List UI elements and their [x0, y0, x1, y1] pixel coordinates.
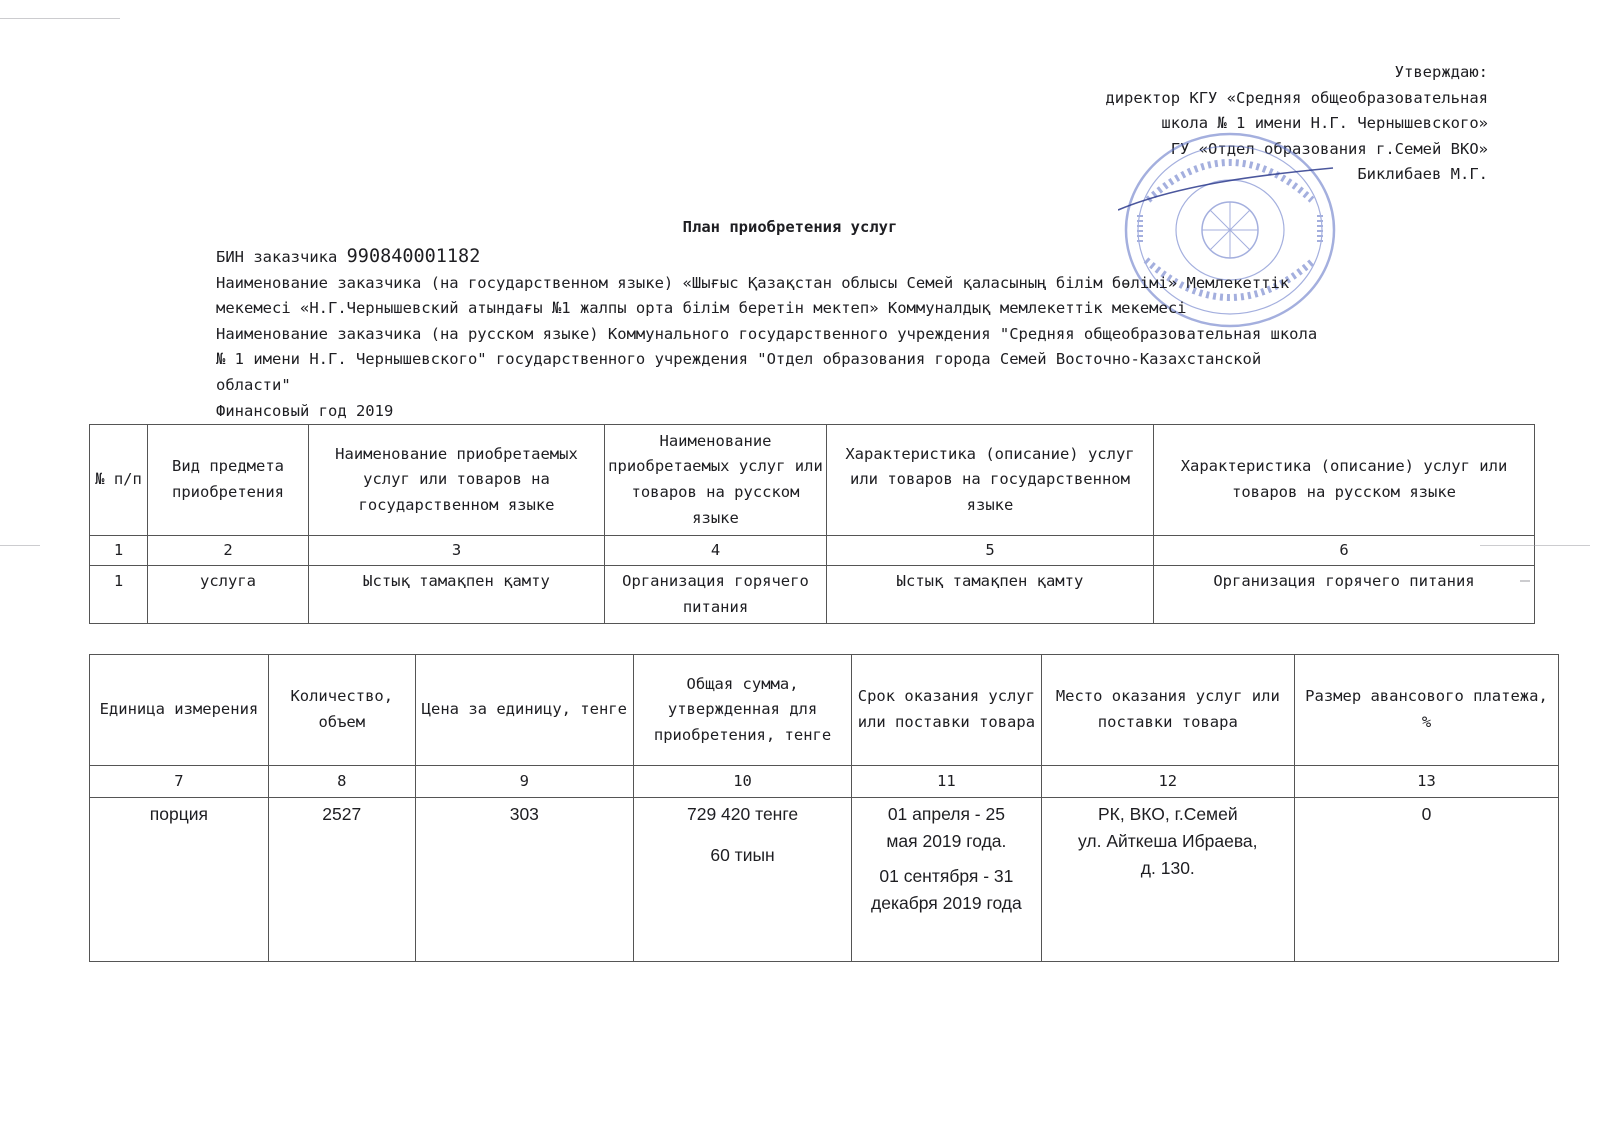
place-line: ул. Айткеша Ибраева, [1078, 831, 1258, 851]
approval-line: ГУ «Отдел образования г.Семей ВКО» [1170, 139, 1488, 158]
table-cell: Ыстық тамақпен қамту [309, 566, 605, 624]
table-cell: 1 [90, 566, 148, 624]
scan-artifact [0, 18, 120, 19]
approval-line: директор КГУ «Средняя общеобразовательная [1105, 88, 1488, 107]
name-kz-line: мекемесі «Н.Г.Чернышевский атындағы №1 жалпы орта білім беретін мектеп» Коммуналдық мемлекеттік мекемесі [216, 299, 1187, 318]
approval-line: Биклибаев М.Г. [1357, 165, 1488, 184]
place-line: д. 130. [1140, 858, 1195, 878]
table-cell: Организация горячего питания [605, 566, 827, 624]
header-cell: Срок оказания услуг или поставки товара [852, 655, 1041, 766]
period-line: 01 апреля - 25 [887, 804, 1005, 824]
column-number: 3 [309, 536, 605, 566]
column-number: 10 [633, 766, 851, 798]
table-cell: услуга [148, 566, 309, 624]
header-cell: Характеристика (описание) услуг или товаров на русском языке [1154, 425, 1535, 536]
column-number: 7 [90, 766, 269, 798]
place-cell [1041, 798, 1294, 962]
column-number: 2 [148, 536, 309, 566]
financial-year: Финансовый год 2019 [216, 401, 394, 420]
scan-artifact [1480, 545, 1590, 546]
advance-cell: 0 [1294, 798, 1558, 962]
scan-artifact [0, 545, 40, 546]
column-number: 5 [827, 536, 1154, 566]
header-cell: Наименование приобретаемых услуг или товаров на государственном языке [309, 425, 605, 536]
header-cell: Общая сумма, утвержденная для приобретения, тенге [633, 655, 851, 766]
header-cell: Характеристика (описание) услуг или товаров на государственном языке [827, 425, 1154, 536]
header-cell: Цена за единицу, тенге [415, 655, 633, 766]
approval-line: Утверждаю: [1394, 63, 1488, 81]
quantity-cell: 2527 [268, 798, 415, 962]
unit-cell: порция [90, 798, 269, 962]
bin-value: 990840001182 [346, 246, 481, 267]
bin-line [216, 244, 1476, 271]
period-line: мая 2019 года. [886, 831, 1007, 851]
column-number: 12 [1041, 766, 1294, 798]
column-number: 4 [605, 536, 827, 566]
total-cell [633, 798, 851, 962]
customer-info [216, 244, 1476, 424]
column-number: 9 [415, 766, 633, 798]
column-number: 1 [90, 536, 148, 566]
header-cell: Единица измерения [90, 655, 269, 766]
period-line: 01 сентября - 31 [879, 866, 1014, 886]
place-line: РК, ВКО, г.Семей [1097, 804, 1238, 824]
column-number: 6 [1154, 536, 1535, 566]
header-cell: Наименование приобретаемых услуг или товаров на русском языке [605, 425, 827, 536]
period-line: декабря 2019 года [871, 893, 1022, 913]
price-cell: 303 [415, 798, 633, 962]
header-cell: № п/п [90, 425, 148, 536]
table-cell: Организация горячего питания [1154, 566, 1535, 624]
page-title: План приобретения услуг [682, 218, 898, 236]
name-ru-line: № 1 имени Н.Г. Чернышевского" государственного учреждения "Отдел образования города Семей Восточно-Казахстанской [216, 350, 1262, 369]
total-line: 729 420 тенге [687, 804, 799, 824]
column-number: 13 [1294, 766, 1558, 798]
name-ru-line: Наименование заказчика (на русском языке) Коммунального государственного учреждения "Средняя общеобразовательная школа [216, 324, 1318, 343]
header-cell: Место оказания услуг или поставки товара [1041, 655, 1294, 766]
header-cell: Размер авансового платежа, % [1294, 655, 1558, 766]
header-cell: Количество, объем [268, 655, 415, 766]
table-cell: Ыстық тамақпен қамту [827, 566, 1154, 624]
period-cell [852, 798, 1041, 962]
total-line: 60 тиын [710, 845, 775, 865]
approval-line: школа № 1 имени Н.Г. Чернышевского» [1161, 114, 1488, 133]
services-table [89, 424, 1535, 624]
cost-table [89, 654, 1559, 962]
name-ru-line: области" [216, 375, 291, 394]
header-cell: Вид предмета приобретения [148, 425, 309, 536]
column-number: 8 [268, 766, 415, 798]
scan-artifact [1520, 580, 1530, 582]
column-number: 11 [852, 766, 1041, 798]
bin-label: БИН заказчика [216, 248, 338, 266]
name-kz-line: Наименование заказчика (на государственном языке) «Шығыс Қазақстан облысы Семей қаласының білім бөлімі» Мемлекеттік [216, 273, 1290, 292]
